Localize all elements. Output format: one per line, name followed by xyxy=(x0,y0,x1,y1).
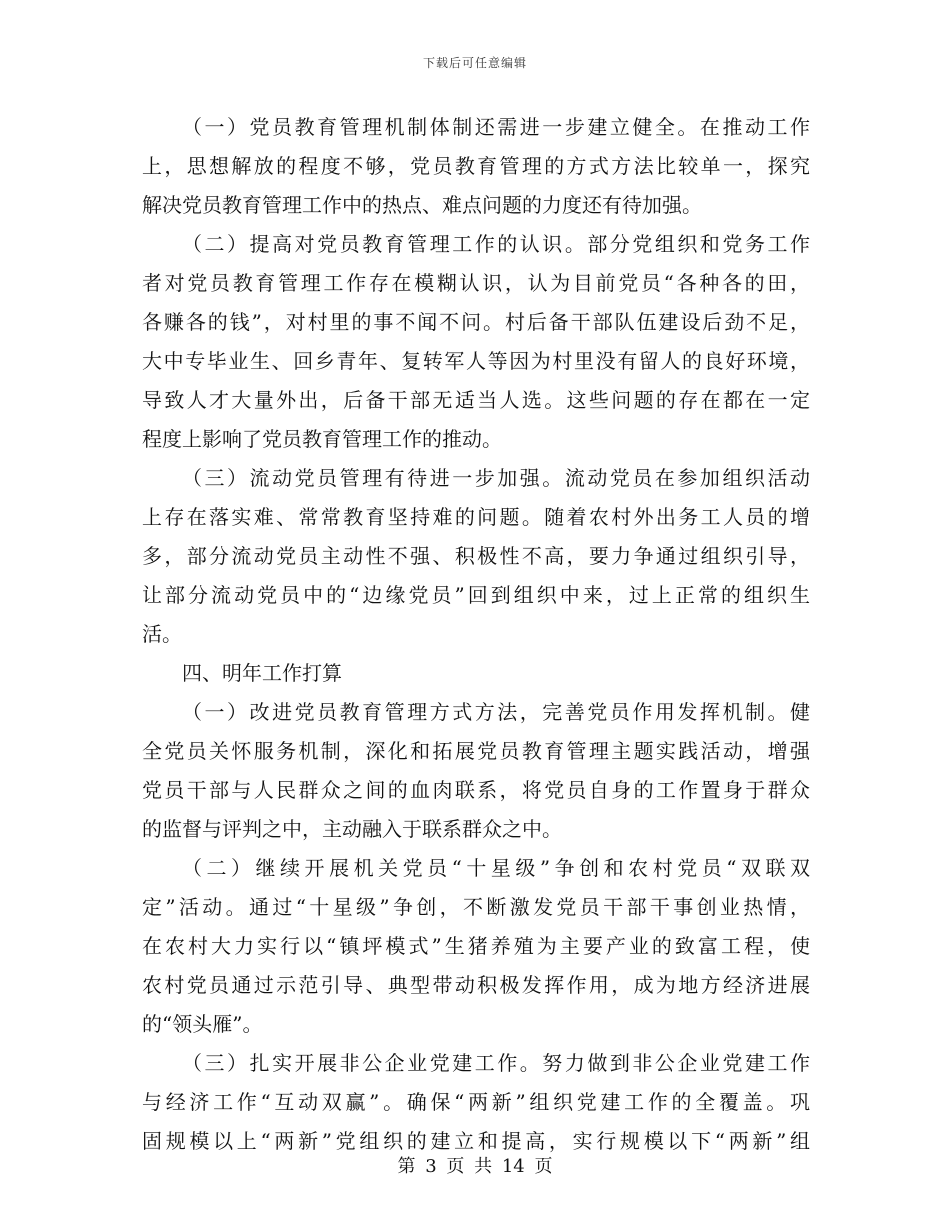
text-line: 让部分流动党员中的“边缘党员”回到组织中来，过上正常的组织生 xyxy=(142,583,810,607)
text-line: 四、明年工作打算 xyxy=(182,661,342,685)
text-line: 在农村大力实行以“镇坪模式”生猪养殖为主要产业的致富工程，使 xyxy=(142,934,810,958)
text-line: 活。 xyxy=(142,622,182,646)
text-line: 农村党员通过示范引导、典型带动积极发挥作用，成为地方经济进展 xyxy=(142,973,810,997)
text-line: 全党员关怀服务机制，深化和拓展党员教育管理主题实践活动，增强 xyxy=(142,739,810,763)
text-line: （三）扎实开展非公企业党建工作。努力做到非公企业党建工作 xyxy=(182,1051,810,1075)
text-line: （二）继续开展机关党员“十星级”争创和农村党员“双联双 xyxy=(182,856,810,880)
text-line: 各赚各的钱”，对村里的事不闻不问。村后备干部队伍建设后劲不足， xyxy=(142,310,810,334)
text-line: 党员干部与人民群众之间的血肉联系，将党员自身的工作置身于群众 xyxy=(142,778,810,802)
text-line: 程度上影响了党员教育管理工作的推动。 xyxy=(142,427,502,451)
text-line: 与经济工作“互动双赢”。确保“两新”组织党建工作的全覆盖。巩 xyxy=(142,1090,810,1114)
text-line: 者对党员教育管理工作存在模糊认识，认为目前党员“各种各的田， xyxy=(142,271,810,295)
text-line: 定”活动。通过“十星级”争创，不断激发党员干部干事创业热情， xyxy=(142,895,810,919)
text-line: 固规模以上“两新”党组织的建立和提高，实行规模以下“两新”组 xyxy=(142,1129,810,1153)
text-line: 上存在落实难、常常教育坚持难的问题。随着农村外出务工人员的增 xyxy=(142,505,810,529)
text-line: （三）流动党员管理有待进一步加强。流动党员在参加组织活动 xyxy=(182,466,810,490)
text-line: 大中专毕业生、回乡青年、复转军人等因为村里没有留人的良好环境， xyxy=(142,349,810,373)
text-line: 的“领头雁”。 xyxy=(142,1012,263,1036)
document-body xyxy=(142,108,810,1161)
text-line: （二）提高对党员教育管理工作的认识。部分党组织和党务工作 xyxy=(182,232,810,256)
text-line: 上，思想解放的程度不够，党员教育管理的方式方法比较单一，探究 xyxy=(142,154,810,178)
text-line: 的监督与评判之中，主动融入于联系群众之中。 xyxy=(142,817,562,841)
page-header: 下载后可任意编辑 xyxy=(422,56,527,70)
text-line: 多，部分流动党员主动性不强、积极性不高，要力争通过组织引导， xyxy=(142,544,810,568)
text-line: 导致人才大量外出，后备干部无适当人选。这些问题的存在都在一定 xyxy=(142,388,810,412)
text-line: （一）党员教育管理机制体制还需进一步建立健全。在推动工作 xyxy=(182,115,810,139)
text-line: 解决党员教育管理工作中的热点、难点问题的力度还有待加强。 xyxy=(142,193,702,217)
text-line: （一）改进党员教育管理方式方法，完善党员作用发挥机制。健 xyxy=(182,700,810,724)
page-footer: 第 3 页 共 14 页 xyxy=(397,1156,553,1177)
